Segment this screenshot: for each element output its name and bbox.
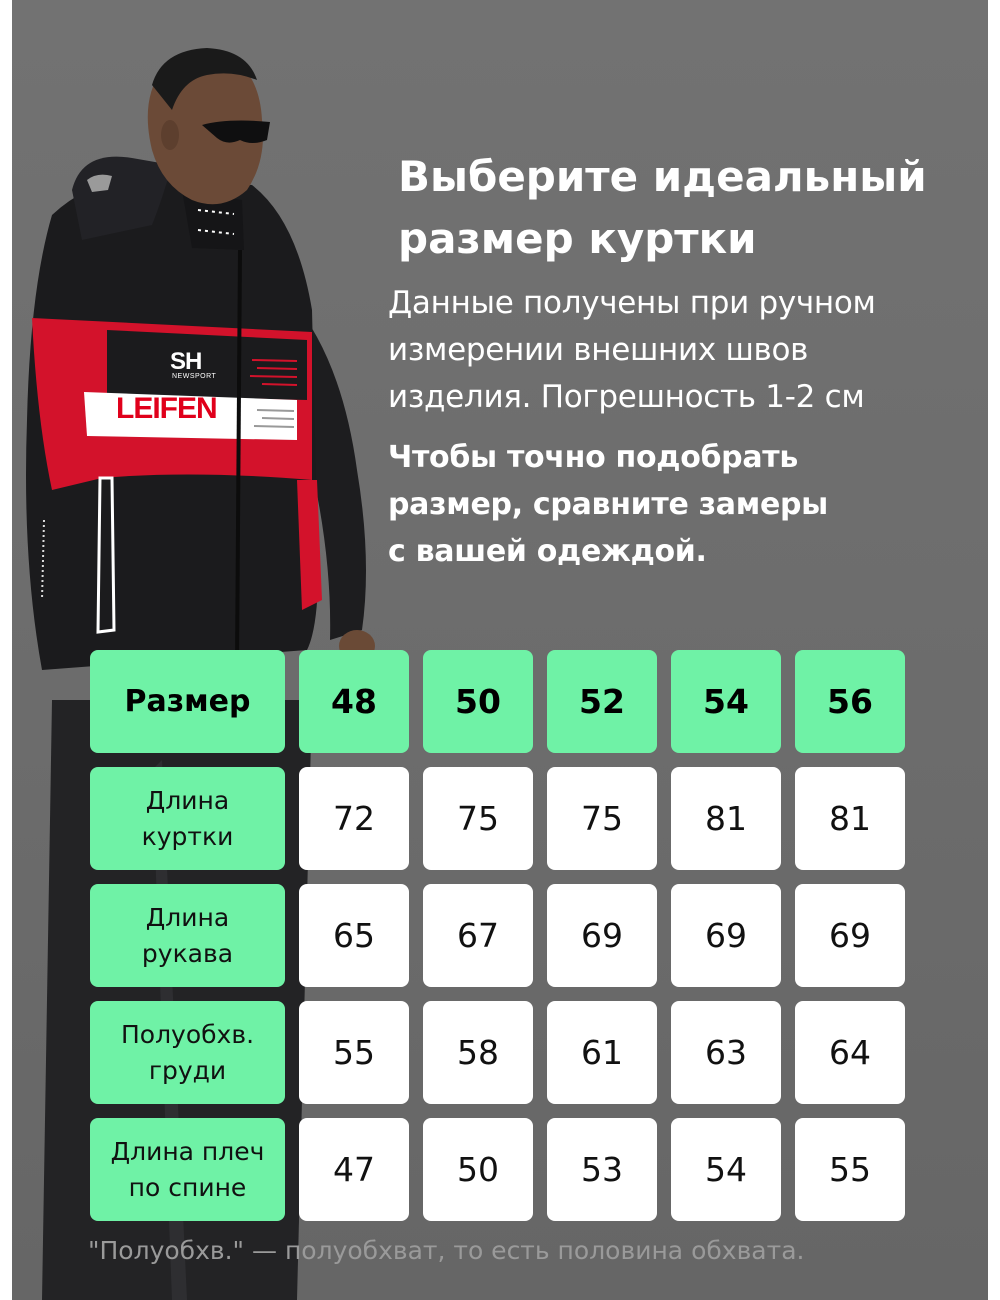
subtitle-line-2: измерении внешних швов	[388, 332, 809, 368]
value-cell: 58	[423, 1001, 533, 1104]
value-cell: 81	[795, 767, 905, 870]
note-line-3: с вашей одеждой.	[388, 534, 707, 569]
jacket-logo-sh: SH	[170, 348, 202, 375]
size-header-cell: 48	[299, 650, 409, 753]
value-cell: 69	[671, 884, 781, 987]
page-title	[398, 146, 988, 270]
value-cell: 55	[795, 1118, 905, 1221]
value-cell: 75	[423, 767, 533, 870]
size-header-cell: 52	[547, 650, 657, 753]
note-line-2: размер, сравните замеры	[388, 487, 828, 522]
value-cell: 69	[795, 884, 905, 987]
value-cell: 61	[547, 1001, 657, 1104]
value-cell: 63	[671, 1001, 781, 1104]
header-size-label: Размер	[90, 650, 285, 753]
fitting-advice	[388, 434, 948, 575]
size-header-cell: 56	[795, 650, 905, 753]
row-label-line: по спине	[128, 1172, 247, 1202]
footnote: "Полуобхв." — полуобхват, то есть половина обхвата.	[88, 1236, 805, 1265]
value-cell: 69	[547, 884, 657, 987]
size-header-cell: 54	[671, 650, 781, 753]
row-label-line: Длина	[145, 785, 230, 815]
title-line-2: размер куртки	[398, 214, 757, 263]
value-cell: 81	[671, 767, 781, 870]
value-cell: 67	[423, 884, 533, 987]
note-line-1: Чтобы точно подобрать	[388, 440, 799, 475]
measurement-info	[388, 280, 988, 421]
row-label-shoulder-length	[90, 1118, 285, 1221]
page-background	[12, 0, 988, 1300]
row-label-line: куртки	[141, 821, 234, 851]
value-cell: 47	[299, 1118, 409, 1221]
subtitle-line-3: изделия. Погрешность 1-2 см	[388, 379, 865, 415]
value-cell: 72	[299, 767, 409, 870]
size-header-cell: 50	[423, 650, 533, 753]
subtitle-line-1: Данные получены при ручном	[388, 285, 876, 321]
row-label-jacket-length	[90, 767, 285, 870]
row-label-line: рукава	[141, 938, 234, 968]
value-cell: 53	[547, 1118, 657, 1221]
row-label-line: Длина	[145, 902, 230, 932]
row-label-line: Длина плеч	[110, 1136, 265, 1166]
value-cell: 65	[299, 884, 409, 987]
value-cell: 54	[671, 1118, 781, 1221]
value-cell: 64	[795, 1001, 905, 1104]
row-label-line: груди	[148, 1055, 227, 1085]
title-line-1: Выберите идеальный	[398, 152, 927, 201]
row-label-half-chest	[90, 1001, 285, 1104]
size-table	[90, 650, 906, 1221]
row-label-line: Полуобхв.	[120, 1019, 255, 1049]
row-label-sleeve-length	[90, 884, 285, 987]
jacket-logo-leifen: LEIFEN	[116, 392, 217, 425]
value-cell: 50	[423, 1118, 533, 1221]
value-cell: 55	[299, 1001, 409, 1104]
value-cell: 75	[547, 767, 657, 870]
jacket-logo-newsport: NEWSPORT	[172, 373, 217, 380]
